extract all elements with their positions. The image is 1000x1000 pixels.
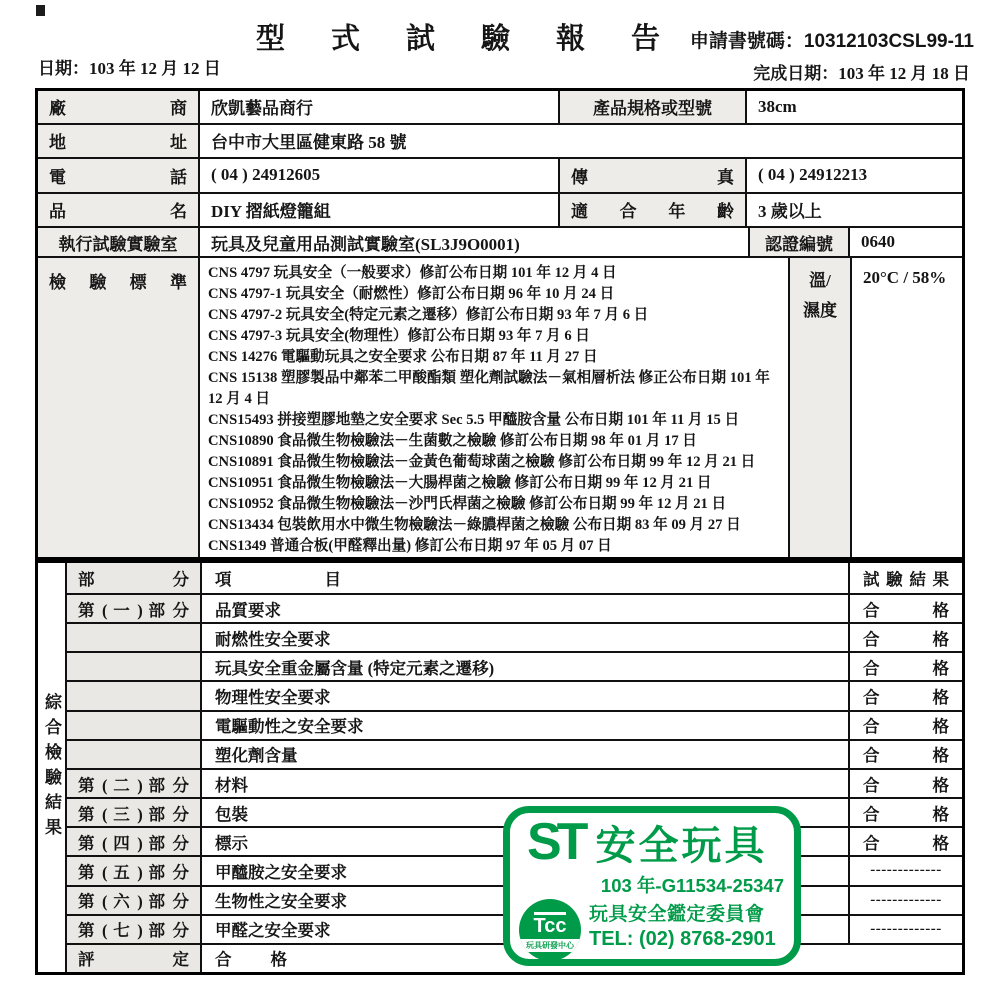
standard-item: CNS15493 拼接塑膠地墊之安全要求 Sec 5.5 甲醯胺含量 公布日期 101 年 11 月 15 日 <box>208 412 740 428</box>
standard-item: CNS10890 食品微生物檢驗法－生菌數之檢驗 修訂公布日期 98 年 01 月 17 日 <box>208 433 697 449</box>
product-info-table <box>35 88 965 560</box>
result-cell: ------------- <box>870 862 942 879</box>
scan-artifact <box>36 5 45 16</box>
item-cell: 塑化劑含量 <box>202 741 850 768</box>
phone-value: ( 04 ) 24912605 <box>200 159 560 192</box>
item-cell: 電驅動性之安全要求 <box>202 712 850 739</box>
table-row <box>38 228 962 258</box>
phone-label: 電 話 <box>38 159 200 192</box>
completion-date: 完成日期：103 年 12 月 18 日 <box>753 64 970 83</box>
table-row <box>67 741 962 770</box>
item-cell: 包裝 <box>202 799 850 826</box>
st-safety-toy-stamp <box>503 806 801 966</box>
report-date: 日期：103 年 12 月 12 日 <box>38 59 221 78</box>
table-row <box>38 194 962 229</box>
stamp-contact <box>589 899 776 961</box>
standard-item: CNS 14276 電驅動玩具之安全要求 公布日期 87 年 11 月 27 日 <box>208 349 598 365</box>
standard-item: CNS10951 食品微生物檢驗法－大腸桿菌之檢驗 修訂公布日期 99 年 12 月 21 日 <box>208 475 712 491</box>
standards-label: 檢 驗 標 準 <box>38 258 200 557</box>
item-cell: 甲醛之安全要求 <box>202 916 850 943</box>
st-logo: ST <box>527 812 584 871</box>
part-cell: 第 ( 六 ) 部 分 <box>67 887 202 914</box>
table-row <box>38 159 962 194</box>
manufacturer-value: 欣凱藝品商行 <box>200 91 560 123</box>
lab-value: 玩具及兒童用品測試實驗室(SL3J9O0001) <box>200 228 750 256</box>
result-cell: 合 格 <box>863 629 949 649</box>
climate-label: 溫/ 濕度 <box>790 258 852 557</box>
stamp-title: 安全玩具 <box>595 823 768 868</box>
result-cell: ------------- <box>870 920 942 937</box>
result-cell: 合 格 <box>863 746 949 766</box>
standard-item: CNS 15138 塑膠製品中鄰苯二甲酸酯類 塑化劑試驗法－氣相層析法 修正公布日期 101 年 12 月 4 日 <box>208 370 770 407</box>
part-cell <box>67 741 202 768</box>
lab-label: 執行試驗實驗室 <box>38 228 200 256</box>
part-cell: 第 ( 七 ) 部 分 <box>67 916 202 943</box>
address-value: 台中市大里區健東路 58 號 <box>211 133 407 153</box>
part-cell: 第 ( 五 ) 部 分 <box>67 857 202 884</box>
stamp-telephone: TEL: (02) 8768-2901 <box>589 928 776 950</box>
item-cell: 玩具安全重金屬含量 (特定元素之遷移) <box>202 653 850 680</box>
item-cell: 生物性之安全要求 <box>202 887 850 914</box>
standard-item: CNS 4797-2 玩具安全(特定元素之遷移）修訂公布日期 93 年 7 月 6 日 <box>208 307 649 323</box>
manufacturer-label: 廠 商 <box>38 91 200 123</box>
results-side-label: 綜合檢驗結果 <box>38 563 67 972</box>
table-row <box>67 624 962 653</box>
result-cell: 合 格 <box>863 688 949 708</box>
stamp-committee: 玩具安全鑑定委員會 <box>589 904 765 925</box>
verdict-label: 評 定 <box>67 945 202 972</box>
part-cell: 第 ( 二 ) 部 分 <box>67 770 202 797</box>
result-cell: 合 格 <box>863 833 949 853</box>
part-header: 部 分 <box>67 563 202 593</box>
part-cell: 第 ( 三 ) 部 分 <box>67 799 202 826</box>
item-cell: 材料 <box>202 770 850 797</box>
standard-item: CNS 4797 玩具安全（一般要求）修訂公布日期 101 年 12 月 4 日 <box>208 265 617 281</box>
result-cell: 合 格 <box>863 804 949 824</box>
part-cell <box>67 624 202 651</box>
result-header: 試 驗 結 果 <box>863 570 949 589</box>
item-cell: 品質要求 <box>202 595 850 622</box>
item-header: 項 目 <box>202 563 850 593</box>
spec-label: 產品規格或型號 <box>560 91 747 123</box>
item-cell: 標示 <box>202 828 850 855</box>
result-cell: 合 格 <box>863 717 949 737</box>
tcc-circle-icon <box>519 899 581 961</box>
table-row <box>67 682 962 711</box>
table-row <box>38 91 962 125</box>
tcc-logo-text: Tcc <box>534 912 567 936</box>
standard-item: CNS10952 食品微生物檢驗法－沙門氏桿菌之檢驗 修訂公布日期 99 年 12 月 21 日 <box>208 496 727 512</box>
standards-row <box>38 258 962 557</box>
stamp-header <box>519 812 786 871</box>
result-cell: 合 格 <box>863 658 949 678</box>
item-cell: 耐燃性安全要求 <box>202 624 850 651</box>
stamp-footer <box>519 899 786 961</box>
part-cell: 第 ( 一 ) 部 分 <box>67 595 202 622</box>
table-row <box>38 125 962 160</box>
result-cell: 合 格 <box>863 600 949 620</box>
result-cell: 合 格 <box>863 775 949 795</box>
part-cell <box>67 653 202 680</box>
tcc-caption: 玩具研發中心 <box>519 939 581 952</box>
product-name-value: DIY 摺紙燈籠組 <box>200 194 560 227</box>
standards-list <box>200 258 790 557</box>
product-name-label: 品 名 <box>38 194 200 227</box>
table-row <box>67 770 962 799</box>
standard-item: CNS 4797-3 玩具安全(物理性）修訂公布日期 93 年 7 月 6 日 <box>208 328 590 344</box>
results-table <box>35 560 965 975</box>
table-row <box>67 595 962 624</box>
standard-item: CNS13434 包裝飲用水中微生物檢驗法－綠膿桿菌之檢驗 公布日期 83 年 09 月 27 日 <box>208 517 741 533</box>
stamp-certificate-number: 103 年-G11534-25347 <box>600 875 784 896</box>
part-cell <box>67 712 202 739</box>
results-header-row <box>67 563 962 595</box>
age-label: 適 合 年 齡 <box>560 194 747 227</box>
result-cell: ------------- <box>870 891 942 908</box>
verdict-value: 合 格 <box>215 950 287 970</box>
standard-item: CNS 4797-1 玩具安全（耐燃性）修訂公布日期 96 年 10 月 24 日 <box>208 286 615 302</box>
table-row <box>67 712 962 741</box>
fax-label: 傳 真 <box>560 159 747 192</box>
standard-item: CNS1349 普通合板(甲醛釋出量) 修訂公布日期 97 年 05 月 07 日 <box>208 538 612 554</box>
fax-value: ( 04 ) 24912213 <box>758 165 868 185</box>
item-cell: 物理性安全要求 <box>202 682 850 709</box>
spec-value: 38cm <box>758 96 797 116</box>
application-number: 申請書號碼：10312103CSL99-11 <box>689 31 974 52</box>
standard-item: CNS10891 食品微生物檢驗法－金黃色葡萄球菌之檢驗 修訂公布日期 99 年 12 月 21 日 <box>208 454 756 470</box>
cert-no-label: 認證編號 <box>750 228 850 256</box>
age-value: 3 歲以上 <box>758 202 822 222</box>
climate-value: 20°C / 58% <box>863 268 947 287</box>
item-cell: 甲醯胺之安全要求 <box>202 857 850 884</box>
page-title: 型式試驗報告 <box>256 23 707 55</box>
part-cell: 第 ( 四 ) 部 分 <box>67 828 202 855</box>
cert-no-value: 0640 <box>861 232 895 252</box>
address-label: 地 址 <box>38 125 200 158</box>
table-row <box>67 653 962 682</box>
part-cell <box>67 682 202 709</box>
